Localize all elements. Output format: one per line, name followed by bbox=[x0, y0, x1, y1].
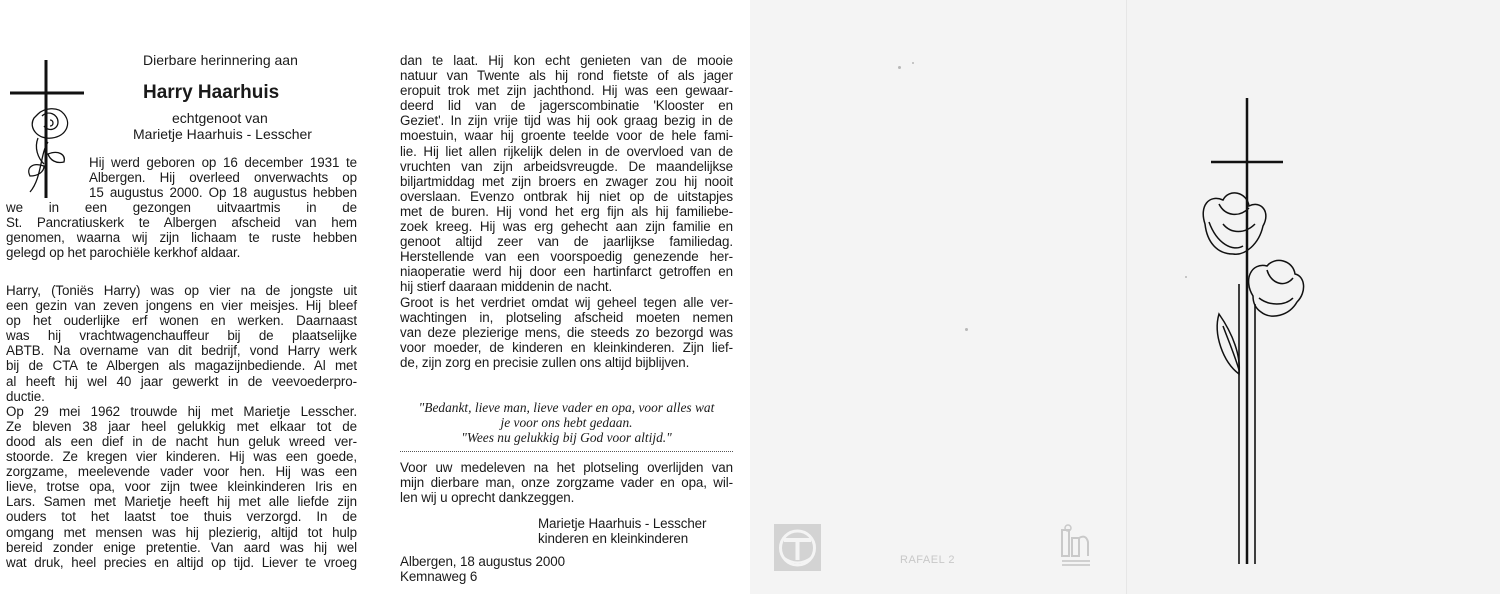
paragraph-continued bbox=[400, 53, 733, 370]
quote-line: "Bedankt, lieve man, lieve vader en opa, voor alles wat bbox=[418, 400, 715, 415]
card-panel-left bbox=[0, 0, 378, 594]
text-line: overslaan. Evenzo ontbrak hij niet op de uitstapjes bbox=[400, 188, 733, 204]
dotted-divider bbox=[400, 451, 733, 452]
text-line: eropuit trok met zijn jachthond. Hij was een gewaar- bbox=[400, 83, 733, 99]
text-line: dan te laat. Hij kon echt genieten van de mooie bbox=[400, 53, 733, 68]
signature-line: Marietje Haarhuis - Lesscher bbox=[538, 516, 707, 531]
text-line: Harry, (Toniës Harry) was op vier na de jongste uit bbox=[6, 283, 357, 298]
place-date: Albergen, 18 augustus 2000 bbox=[400, 554, 565, 569]
thanks-paragraph bbox=[400, 460, 733, 505]
text-line: Albergen. Hij overleed onverwachts op bbox=[89, 170, 357, 186]
card-panel-back bbox=[750, 0, 1126, 594]
text-line: natuur van Twente als hij rond fietste of als jager bbox=[400, 68, 733, 84]
printer-mark: RAFAEL 2 bbox=[900, 554, 955, 566]
memorial-quote bbox=[400, 400, 733, 445]
text-line: vruchten van zijn arbeidsvreugde. De maandelijkse bbox=[400, 158, 733, 174]
hh-logo-icon bbox=[1060, 524, 1094, 570]
text-line: voor moeder, de kinderen en kleinkinderen. Zijn lief- bbox=[400, 339, 733, 355]
signature-block bbox=[538, 516, 706, 546]
text-line: Hij werd geboren op 16 december 1931 te bbox=[89, 155, 357, 170]
spouse-name: Marietje Haarhuis - Lesscher bbox=[133, 126, 312, 142]
text-line: moestuin, waar hij groente teelde voor de hele fami- bbox=[400, 128, 733, 144]
text-line: niaoperatie werd hij door een hartinfarct getroffen en bbox=[400, 264, 733, 280]
header-intro: Dierbare herinnering aan bbox=[143, 52, 298, 68]
text-line: de, zijn zorg en precisie zullen ons altijd bijblijven. bbox=[400, 354, 690, 370]
signature-line: kinderen en kleinkinderen bbox=[538, 531, 689, 547]
text-line: hij stierf daaraan middenin de nacht. bbox=[400, 279, 613, 295]
paragraph-biography bbox=[6, 283, 357, 570]
text-line: we in een gezongen uitvaartmis in de bbox=[6, 200, 357, 215]
speck bbox=[912, 62, 914, 64]
text-line: zoek kreeg. Hij was erg gehecht aan zijn familie en bbox=[400, 219, 733, 235]
text-line: Op 29 mei 1962 trouwde hij met Marietje Lesscher. bbox=[6, 403, 357, 419]
text-line: met de buren. Hij vond het erg fijn als hij familiebe- bbox=[400, 203, 733, 219]
deceased-name: Harry Haarhuis bbox=[143, 82, 280, 103]
text-line: 15 augustus 2000. Op 18 augustus hebben bbox=[89, 185, 357, 201]
text-line: bereid zonder enige pretentie. Van aard was hij wel bbox=[6, 539, 357, 555]
text-line: wachtingen in, plotseling afscheid moeten nemen bbox=[400, 309, 733, 325]
cross-with-rose-icon bbox=[8, 58, 88, 203]
cross-with-tulips-icon bbox=[1189, 94, 1319, 574]
card-panel-middle bbox=[378, 0, 750, 594]
quote-line: "Wees nu gelukkig bij God voor altijd." bbox=[461, 430, 672, 445]
text-line: genomen, waarna wij zijn lichaam te ruste hebben bbox=[6, 230, 357, 246]
quote-line: je voor ons hebt gedaan. bbox=[500, 415, 633, 430]
text-line: stoorde. Ze kregen vier kinderen. Hij was een goede, bbox=[6, 449, 357, 465]
text-line: Voor uw medeleven na het plotseling overlijden van bbox=[400, 460, 733, 475]
text-line: lie. Hij liet allen rijkelijk delen in de overvloed van de bbox=[400, 143, 733, 159]
paragraph-birth-indented bbox=[89, 155, 357, 200]
speck bbox=[898, 66, 901, 69]
text-line: bij de CTA te Albergen als magazijnbediende. Al met bbox=[6, 358, 357, 374]
text-line: St. Pancratiuskerk te Albergen afscheid van hem bbox=[6, 215, 357, 231]
text-line: al heeft hij wel 40 jaar gewerkt in de veevoederpro- bbox=[6, 373, 357, 389]
text-line: ductie. bbox=[6, 388, 45, 404]
text-line: ouders tot het laatst toe thuis verzorgd. In de bbox=[6, 509, 357, 525]
text-line: zorgzame, meelevende vader voor hen. Hij was een bbox=[6, 464, 357, 480]
speck bbox=[965, 328, 968, 331]
address: Kemnaweg 6 bbox=[400, 569, 478, 585]
printer-logo-icon bbox=[774, 524, 821, 571]
text-line: wat druk, heel precies en altijd op tijd. Liever te vroeg bbox=[6, 554, 357, 570]
text-line: deerd lid van de jagerscombinatie 'Klooster en bbox=[400, 98, 733, 114]
text-line: van deze plezierige mens, die steeds zo bezorgd was bbox=[400, 324, 733, 340]
text-line: Herstellende van een voorspoedig genezende her- bbox=[400, 249, 733, 265]
text-line: genoot altijd zeer van de jaarlijkse familiedag. bbox=[400, 234, 733, 250]
speck bbox=[1185, 276, 1187, 278]
text-line: een gezin van zeven jongens en vier meisjes. Hij bleef bbox=[6, 298, 357, 314]
text-line: omgang met mensen was hij plezierig, altijd tot hulp bbox=[6, 524, 357, 540]
text-line: Geziet'. In zijn vrije tijd was hij ook graag bezig in de bbox=[400, 113, 733, 129]
text-line: mijn dierbare man, onze zorgzame vader en opa, wil- bbox=[400, 475, 733, 491]
text-line: dood als een dief in de nacht hun geluk wreed ver- bbox=[6, 433, 357, 449]
text-line: len wij u oprecht dankzeggen. bbox=[400, 490, 575, 506]
text-line: biljartmiddag met zijn broers en zwager zou hij nooit bbox=[400, 173, 733, 189]
spouse-intro: echtgenoot van bbox=[172, 110, 268, 126]
text-line: Lars. Samen met Marietje heeft hij met alle liefde zijn bbox=[6, 494, 357, 510]
card-panel-front bbox=[1126, 0, 1500, 594]
text-line: Ze bleven 38 jaar heel gelukkig met elkaar tot de bbox=[6, 418, 357, 434]
text-line: gelegd op het parochiële kerkhof aldaar. bbox=[6, 245, 241, 261]
text-line: op het ouderlijke erf wonen en werken. Daarnaast bbox=[6, 313, 357, 329]
paragraph-birth-full bbox=[6, 200, 357, 260]
place-date-block bbox=[400, 554, 565, 584]
text-line: ABTB. Na overname van dit bedrijf, vond Harry werk bbox=[6, 343, 357, 359]
text-line: lieve, trotse opa, voor zijn twee kleinkinderen Iris en bbox=[6, 479, 357, 495]
text-line: Groot is het verdriet omdat wij geheel tegen alle ver- bbox=[400, 294, 733, 310]
text-line: was hij vrachtwagenchauffeur bij de plaatselijke bbox=[6, 328, 357, 344]
